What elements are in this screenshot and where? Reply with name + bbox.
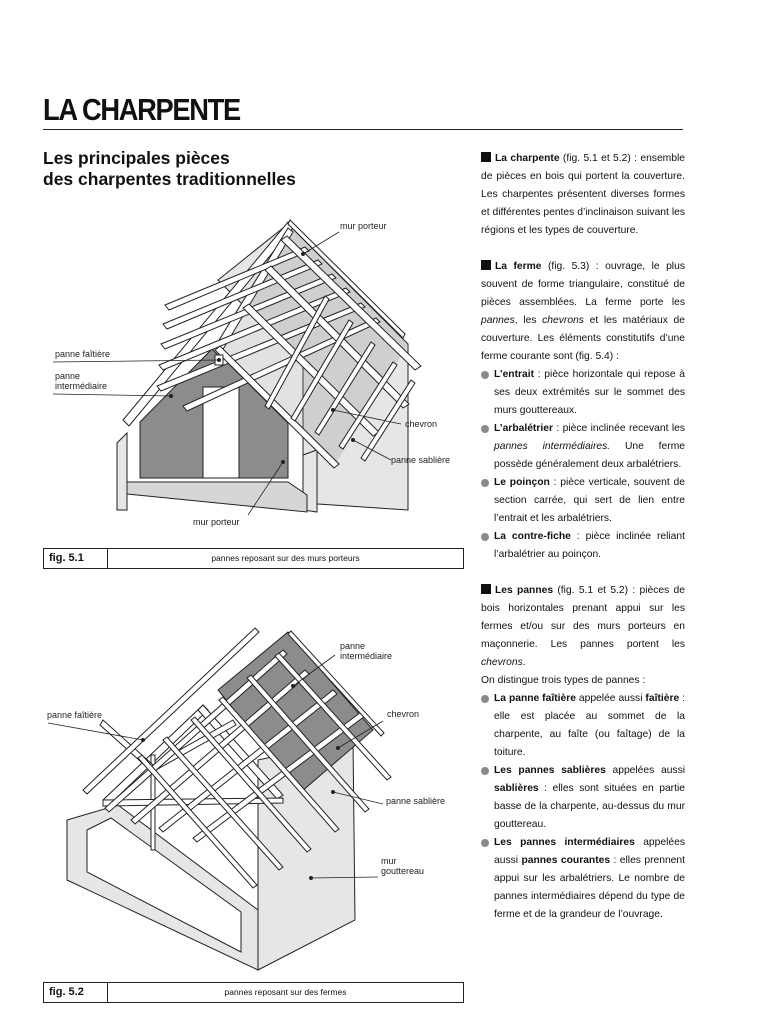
pannes-italic-chevrons: chevrons (481, 657, 523, 668)
list-item-term-2: pannes courantes (521, 855, 611, 866)
floor-ledge (127, 482, 307, 512)
label-panne-sabliere: panne sablière (391, 455, 451, 465)
pannes-line-2: On distingue trois types de pannes : (481, 675, 646, 686)
bullet-icon (481, 533, 489, 541)
list-item-text-2: : elle est placée au sommet de la charpente, au faîte (ou faîtage) de la toiture. (494, 693, 685, 758)
label-mur-gouttereau-line-1: mur (381, 856, 397, 866)
bullet-icon (481, 371, 489, 379)
list-item-text: appelée aussi (575, 693, 646, 704)
bullet-icon (481, 425, 489, 433)
pannes-types-list (481, 690, 685, 924)
bullet-icon (481, 767, 489, 775)
figure-5-2 (43, 620, 465, 980)
front-wall-left (117, 433, 127, 510)
label-mur-porteur-bottom: mur porteur (193, 517, 240, 527)
ferme-italic-pannes: pannes (481, 315, 515, 326)
list-item-term-2: faîtière (645, 693, 680, 704)
section-heading-line-1: Les principales pièces (43, 148, 230, 168)
list-item-term: L’entrait (494, 369, 535, 380)
list-item-term: Les pannes sablières (494, 765, 606, 776)
list-item-term: Les pannes intermédiaires (494, 837, 635, 848)
term-pannes: Les pannes (495, 585, 554, 596)
label-panne-faitiere: panne faîtière (47, 710, 103, 720)
pannes-body-2: . (522, 657, 526, 668)
square-bullet-icon (481, 152, 491, 162)
list-item (481, 420, 685, 474)
ferme-body-1: (fig. 5.3) : ouvrage, le plus souvent de forme triangulaire, constitué de pièces assemblées. La ferme porte les (481, 261, 685, 308)
label-panne-intermediaire-line-2: intermédiaire (340, 651, 393, 661)
list-item-text: appelées aussi (494, 837, 685, 866)
list-item (481, 528, 685, 564)
square-bullet-icon (481, 584, 491, 594)
list-item-italic: pannes intermédiaires. (494, 441, 611, 452)
list-item (481, 834, 685, 924)
ferme-elements-list (481, 366, 685, 564)
ferme-italic-chevrons: chevrons (542, 315, 584, 326)
list-item (481, 690, 685, 762)
list-item-text-2: Une ferme possède généralement deux arbalétriers. (494, 441, 685, 470)
term-ferme: La ferme (495, 261, 542, 272)
text-column (481, 150, 685, 942)
figure-5-1 (43, 210, 465, 545)
bullet-icon (481, 839, 489, 847)
title-rule (43, 129, 683, 130)
list-item-text: : pièce horizontale qui repose à ses deux extrémités sur le sommet des murs gouttereaux. (494, 369, 685, 416)
paragraph-pannes (481, 582, 685, 690)
charpente-body: (fig. 5.1 et 5.2) : ensemble de pièces en bois qui portent la couverture. Les charpentes présentent diverses formes et différentes pentes d’inclinaison suivant les régions et les types de couverture. (481, 153, 685, 236)
list-item-text: appelées aussi (605, 765, 686, 776)
list-item (481, 474, 685, 528)
label-chevron: chevron (387, 709, 420, 719)
page-title: LA CHARPENTE (43, 92, 240, 127)
list-item-text: : pièce inclinée recevant les (552, 423, 685, 434)
list-item-text-2: : elles sont situées en partie basse de la charpente, au-dessus du mur gouttereau. (494, 783, 685, 830)
list-item-term: La panne faîtière (494, 693, 576, 704)
bullet-icon (481, 479, 489, 487)
ferme-body-3: et les matériaux de couverture. Les éléments constitutifs d’une ferme courante sont (fig. 5.4) : (481, 315, 686, 362)
list-item (481, 366, 685, 420)
label-panne-intermediaire (55, 371, 107, 391)
section-heading-line-2: des charpentes traditionnelles (43, 169, 296, 189)
square-bullet-icon (481, 260, 491, 270)
ferme-body-2: , les (514, 315, 543, 326)
list-item (481, 762, 685, 834)
label-mur-gouttereau (381, 856, 424, 876)
paragraph-ferme (481, 258, 685, 366)
label-panne-intermediaire-line-1: panne (55, 371, 81, 381)
figure-number: fig. 5.2 (44, 983, 108, 1002)
label-panne-intermediaire-line-1: panne (340, 641, 366, 651)
list-item-term: L’arbalétrier (494, 423, 553, 434)
list-item-text: : pièce inclinée reliant l’arbalétrier au poinçon. (494, 531, 685, 560)
list-item-term: La contre-fiche (494, 531, 571, 542)
pannes-body-1: (fig. 5.1 et 5.2) : pièces de bois horizontales prenant appui sur les fermes et/ou sur des murs porteurs en maçonnerie. Les pannes portent les (481, 585, 686, 650)
label-chevron: chevron (405, 419, 438, 429)
label-panne-intermediaire-line-2: intermédiaire (55, 381, 108, 391)
list-item-term-2: sablières (494, 783, 539, 794)
label-mur-gouttereau-line-2: gouttereau (381, 866, 425, 876)
term-charpente: La charpente (495, 153, 560, 164)
figure-caption-text: pannes reposant sur des fermes (224, 987, 347, 997)
paragraph-charpente (481, 150, 685, 240)
figure-5-1-caption (43, 548, 464, 569)
figure-number: fig. 5.1 (44, 549, 108, 568)
bullet-icon (481, 695, 489, 703)
label-panne-sabliere: panne sablière (386, 796, 446, 806)
label-panne-faitiere: panne faîtière (55, 349, 111, 359)
list-item-term: Le poinçon (494, 477, 550, 488)
label-mur-porteur-top: mur porteur (340, 221, 387, 231)
list-item-text: : pièce verticale, souvent de section carrée, qui sert de lien entre l’entrait et les arbalétriers. (494, 477, 685, 524)
figure-caption-text: pannes reposant sur des murs porteurs (211, 553, 360, 563)
list-item-text-2: : elles prennent appui sur les arbalétriers. Le nombre de pannes intermédiaires dépend du type de ferme et de la grandeur de l’ouvrage. (494, 855, 685, 920)
label-panne-intermediaire (340, 641, 392, 661)
section-heading (43, 148, 443, 190)
figure-5-2-caption (43, 982, 464, 1003)
